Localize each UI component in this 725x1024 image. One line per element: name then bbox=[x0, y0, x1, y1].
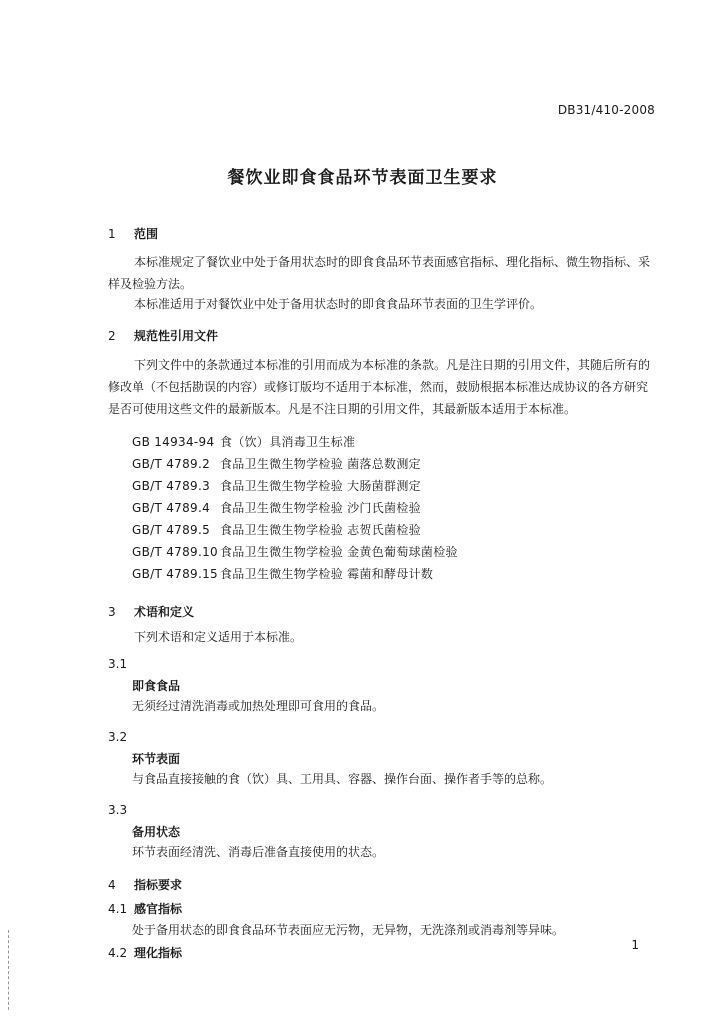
reference-code: GB 14934-94 bbox=[132, 435, 215, 449]
reference-title: 食品卫生微生物学检验 金黄色葡萄球菌检验 bbox=[220, 545, 458, 559]
reference-item bbox=[132, 455, 421, 473]
term-number: 3.3 bbox=[108, 803, 128, 817]
section-2-heading bbox=[108, 327, 218, 345]
scan-edge-mark bbox=[8, 930, 9, 1010]
section-title: 范围 bbox=[134, 227, 159, 241]
reference-item bbox=[132, 543, 458, 561]
subsection-4-1-heading bbox=[108, 900, 182, 918]
section-3-heading bbox=[108, 603, 194, 621]
section-number: 3 bbox=[108, 605, 116, 619]
section-title: 规范性引用文件 bbox=[134, 329, 219, 343]
section-1-paragraph-2: 本标准适用于对餐饮业中处于备用状态时的即食食品环节表面的卫生学评价。 bbox=[134, 297, 543, 311]
section-4-heading bbox=[108, 876, 182, 894]
subsection-title: 感官指标 bbox=[134, 902, 183, 916]
term-definition: 无须经过清洗消毒或加热处理即可食用的食品。 bbox=[132, 699, 385, 713]
reference-item bbox=[132, 521, 421, 539]
subsection-number: 4.2 bbox=[108, 946, 128, 960]
section-1-paragraph-1: 本标准规定了餐饮业中处于备用状态时的即食食品环节表面感官指标、理化指标、微生物指标、采样及检验方法。 bbox=[108, 255, 651, 291]
reference-title: 食品卫生微生物学检验 沙门氏菌检验 bbox=[220, 501, 421, 515]
reference-code: GB/T 4789.4 bbox=[132, 501, 211, 515]
reference-code: GB/T 4789.3 bbox=[132, 479, 211, 493]
document-code: DB31/410-2008 bbox=[557, 103, 655, 117]
reference-title: 食（饮）具消毒卫生标准 bbox=[220, 435, 356, 449]
section-3-intro: 下列术语和定义适用于本标准。 bbox=[134, 630, 303, 644]
section-number: 1 bbox=[108, 227, 116, 241]
reference-item bbox=[132, 499, 421, 517]
section-number: 2 bbox=[108, 329, 116, 343]
reference-title: 食品卫生微生物学检验 志贺氏菌检验 bbox=[220, 523, 421, 537]
reference-code: GB/T 4789.10 bbox=[132, 545, 218, 559]
term-name: 即食食品 bbox=[132, 679, 181, 693]
section-1-heading bbox=[108, 225, 158, 243]
reference-code: GB/T 4789.15 bbox=[132, 567, 218, 581]
section-number: 4 bbox=[108, 878, 116, 892]
subsection-4-2-heading bbox=[108, 944, 182, 962]
page-number: 1 bbox=[631, 938, 639, 952]
subsection-4-1-text: 处于备用状态的即食食品环节表面应无污物，无异物，无洗涤剂或消毒剂等异味。 bbox=[132, 923, 565, 937]
subsection-title: 理化指标 bbox=[134, 946, 183, 960]
term-number: 3.1 bbox=[108, 657, 128, 671]
term-definition: 环节表面经清洗、消毒后准备直接使用的状态。 bbox=[132, 845, 385, 859]
reference-code: GB/T 4789.2 bbox=[132, 457, 211, 471]
section-title: 指标要求 bbox=[134, 878, 183, 892]
section-title: 术语和定义 bbox=[134, 605, 195, 619]
reference-item bbox=[132, 433, 355, 451]
reference-title: 食品卫生微生物学检验 霉菌和酵母计数 bbox=[220, 567, 434, 581]
reference-code: GB/T 4789.5 bbox=[132, 523, 211, 537]
term-name: 备用状态 bbox=[132, 825, 181, 839]
reference-title: 食品卫生微生物学检验 大肠菌群测定 bbox=[220, 479, 421, 493]
term-number: 3.2 bbox=[108, 730, 128, 744]
subsection-number: 4.1 bbox=[108, 902, 128, 916]
reference-item bbox=[132, 477, 421, 495]
term-name: 环节表面 bbox=[132, 752, 181, 766]
section-2-paragraph: 下列文件中的条款通过本标准的引用而成为本标准的条款。凡是注日期的引用文件，其随后所有的修改单（不包括勘误的内容）或修订版均不适用于本标准，然而，鼓励根据本标准达成协议的各方研究是否可使用这些文件的最新版本。凡是不注日期的引用文件，其最新版本适用于本标准。 bbox=[108, 358, 651, 416]
reference-title: 食品卫生微生物学检验 菌落总数测定 bbox=[220, 457, 421, 471]
document-title: 餐饮业即食食品环节表面卫生要求 bbox=[227, 168, 498, 188]
term-definition: 与食品直接接触的食（饮）具、工用具、容器、操作台面、操作者手等的总称。 bbox=[132, 772, 553, 786]
reference-item bbox=[132, 565, 433, 583]
